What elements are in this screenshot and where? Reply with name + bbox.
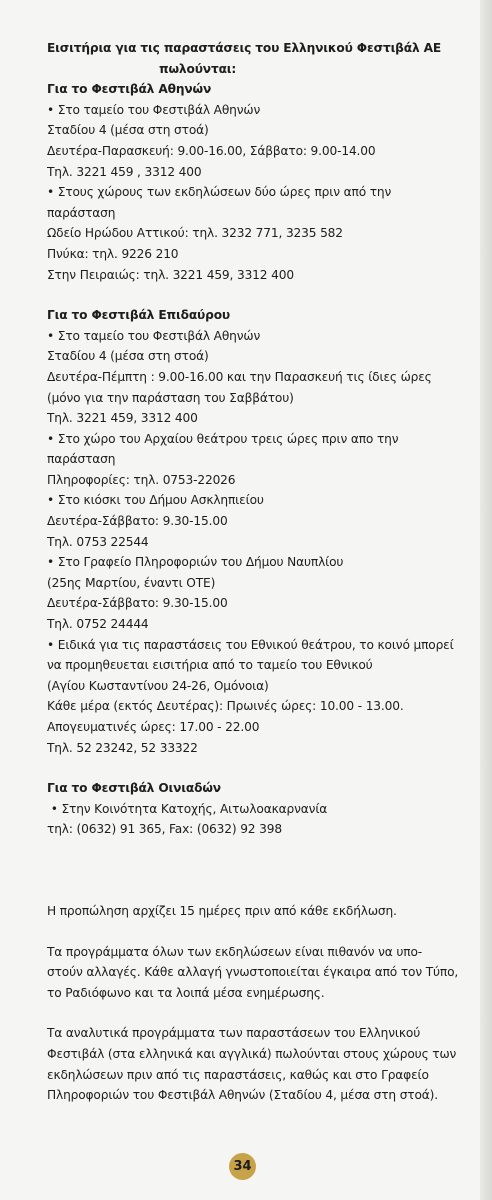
- epidaurus-line: Δευτέρα-Σάββατο: 9.30-15.00: [47, 514, 228, 529]
- epidaurus-line: (Αγίου Κωσταντίνου 24-26, Ομόνοια): [47, 678, 269, 693]
- intro-line-1: Εισιτήρια για τις παραστάσεις του Ελληνικού Φεστιβάλ ΑΕ: [47, 41, 442, 55]
- spacer: [47, 922, 467, 942]
- epidaurus-line: (μόνο για την παράσταση του Σαββάτου): [47, 390, 294, 405]
- athens-line: Τηλ. 3221 459 , 3312 400: [47, 164, 202, 179]
- spacer: [47, 285, 467, 305]
- epidaurus-line: (25ης Μαρτίου, έναντι ΟΤΕ): [47, 575, 216, 590]
- athens-line: Στην Πειραιώς: τηλ. 3221 459, 3312 400: [47, 267, 294, 282]
- athens-heading: Για το Φεστιβάλ Αθηνών: [47, 82, 212, 97]
- athens-line: • Στους χώρους των εκδηλώσεων δύο ώρες πριν από την: [47, 185, 392, 200]
- epidaurus-line: Κάθε μέρα (εκτός Δευτέρας): Πρωινές ώρες: 10.00 - 13.00.: [47, 699, 404, 714]
- epidaurus-line: να προμηθευεται εισιτήρια από το ταμείο του Εθνικού: [47, 658, 373, 673]
- epidaurus-line: • Στο Γραφείο Πληροφοριών του Δήμου Ναυπλίου: [47, 555, 344, 570]
- epidaurus-line: Απογευματινές ώρες: 17.00 - 22.00: [47, 720, 260, 734]
- changes-note-line: Τα προγράμματα όλων των εκδηλώσεων είναι πιθανόν να υπο-: [47, 944, 423, 959]
- page-edge-strip: [480, 0, 492, 1200]
- epidaurus-line: Δευτέρα-Πέμπτη : 9.00-16.00 και την Παρασκευή τις ίδιες ώρες: [47, 369, 432, 384]
- oiniades-line: τηλ: (0632) 91 365, Fax: (0632) 92 398: [47, 822, 282, 837]
- programs-note-line: Φεστιβάλ (στα ελληνικά και αγγλικά) πωλούνται στους χώρους των: [47, 1046, 457, 1061]
- athens-line: παράσταση: [47, 205, 116, 220]
- epidaurus-line: Δευτέρα-Σάββατο: 9.30-15.00: [47, 596, 228, 611]
- epidaurus-heading: Για το Φεστιβάλ Επιδαύρου: [47, 308, 231, 323]
- page-number-badge: 34: [229, 1153, 256, 1180]
- oiniades-heading: Για το Φεστιβάλ Οινιαδών: [47, 781, 221, 796]
- athens-line: • Στο ταμείο του Φεστιβάλ Αθηνών: [47, 102, 261, 117]
- athens-line: Ωδείο Ηρώδου Αττικού: τηλ. 3232 771, 3235 582: [47, 226, 343, 241]
- epidaurus-line: Πληροφορίες: τηλ. 0753-22026: [47, 472, 236, 487]
- programs-note-line: Τα αναλυτικά προγράμματα των παραστάσεων του Ελληνικού: [47, 1026, 421, 1041]
- spacer: [47, 840, 467, 901]
- athens-line: Πνύκα: τηλ. 9226 210: [47, 246, 179, 261]
- programs-note-line: εκδηλώσεων πριν από τις παραστάσεις, καθώς και στο Γραφείο: [47, 1067, 429, 1082]
- epidaurus-line: Τηλ. 0753 22544: [47, 534, 149, 549]
- athens-line: Δευτέρα-Παρασκευή: 9.00-16.00, Σάββατο: 9.00-14.00: [47, 143, 376, 158]
- ticket-info-content: [47, 38, 467, 1106]
- epidaurus-line: Τηλ. 0752 24444: [47, 617, 149, 632]
- epidaurus-line: • Στο χώρο του Αρχαίου θεάτρου τρεις ώρες πριν απο την: [47, 431, 399, 446]
- spacer: [47, 758, 467, 778]
- changes-note-line: στούν αλλαγές. Κάθε αλλαγή γνωστοποιείται έγκαιρα από τον Τύπο,: [47, 965, 459, 980]
- epidaurus-line: παράσταση: [47, 452, 116, 467]
- intro-line-2: πωλούνται:: [159, 61, 237, 76]
- athens-line: Σταδίου 4 (μέσα στη στοά): [47, 123, 209, 138]
- epidaurus-line: Τηλ. 3221 459, 3312 400: [47, 411, 198, 426]
- epidaurus-line: Σταδίου 4 (μέσα στη στοά): [47, 349, 209, 364]
- epidaurus-line: Τηλ. 52 23242, 52 33322: [47, 740, 198, 755]
- epidaurus-line: • Στο ταμείο του Φεστιβάλ Αθηνών: [47, 328, 261, 343]
- programs-note-line: Πληροφοριών του Φεστιβάλ Αθηνών (Σταδίου 4, μέσα στη στοά).: [47, 1088, 438, 1103]
- oiniades-line: • Στην Κοινότητα Κατοχής, Αιτωλοακαρνανία: [47, 801, 328, 816]
- spacer: [47, 1003, 467, 1023]
- presale-note: Η προπώληση αρχίζει 15 ημέρες πριν από κάθε εκδήλωση.: [47, 903, 397, 918]
- changes-note-line: το Ραδιόφωνο και τα λοιπά μέσα ενημέρωσης.: [47, 985, 325, 1000]
- epidaurus-line: • Ειδικά για τις παραστάσεις του Εθνικού θεάτρου, το κοινό μπορεί: [47, 637, 454, 652]
- epidaurus-line: • Στο κιόσκι του Δήμου Ασκληπιείου: [47, 493, 264, 508]
